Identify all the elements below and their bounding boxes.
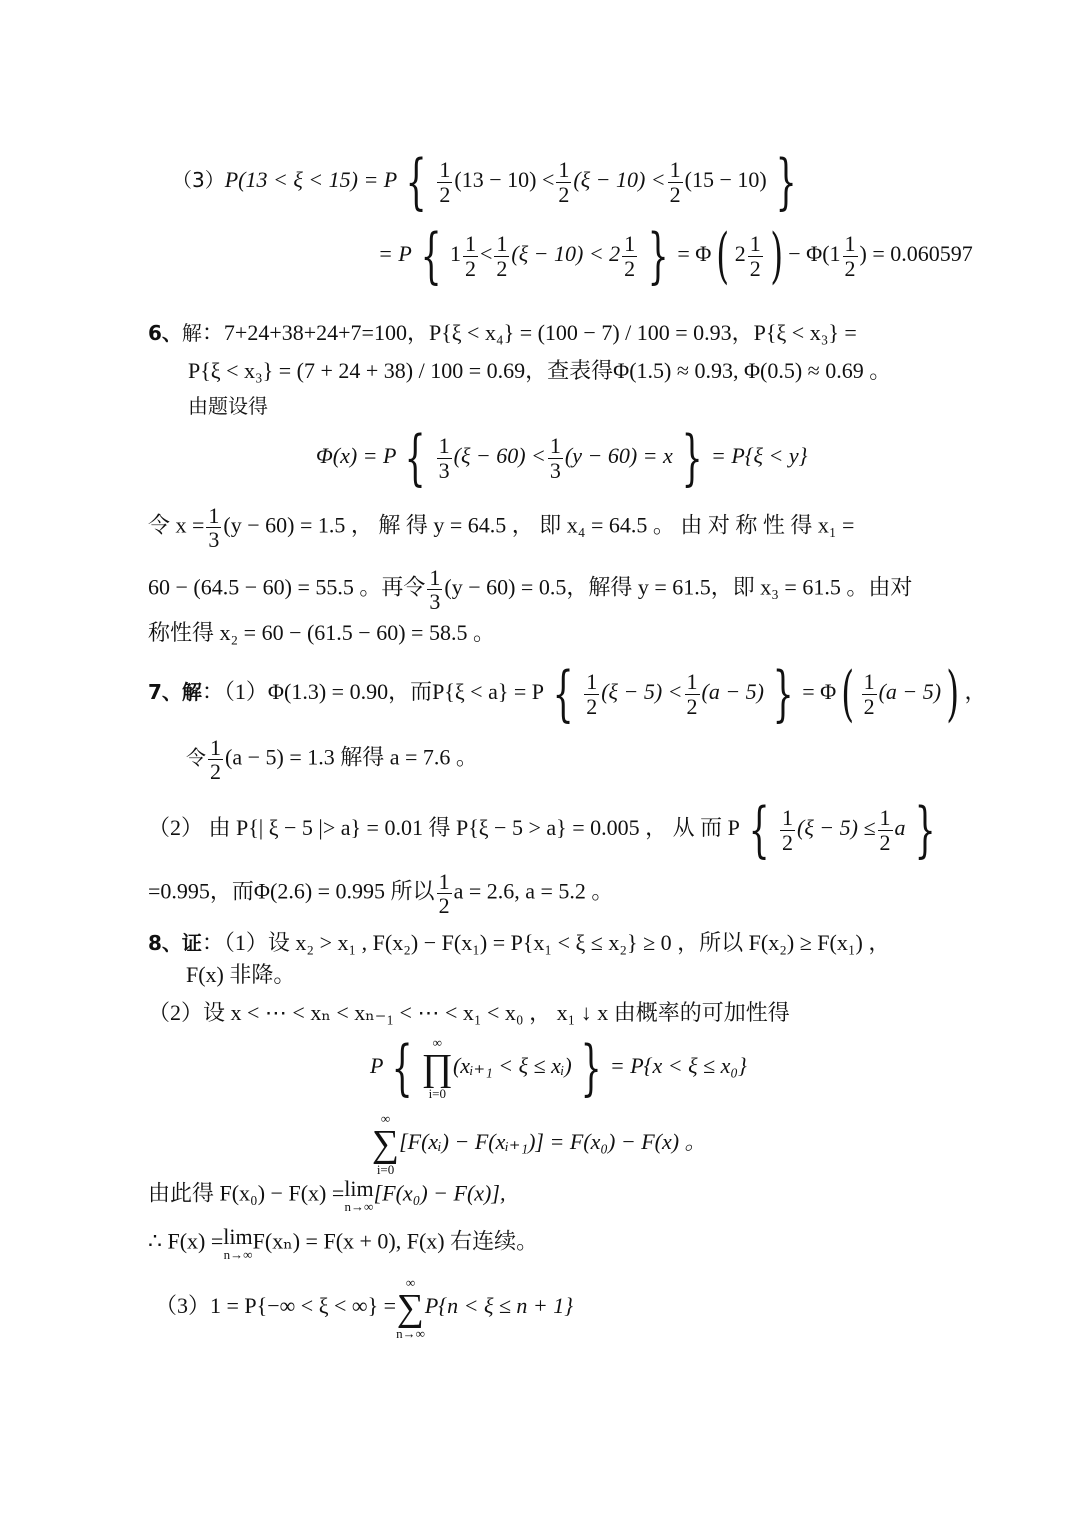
- fraction-half: $\frac{1}{2}$: [558, 157, 570, 207]
- p7-line3: [148, 795, 944, 865]
- limit-operator: lim n→∞: [223, 1224, 253, 1262]
- fraction-half: $\frac{1}{2}$: [464, 231, 476, 281]
- p7-jie: 解: [181, 680, 202, 705]
- p7-line1: [148, 659, 987, 729]
- p3-l2-t1: <: [479, 241, 493, 267]
- fraction-half: $\frac{1}{2}$: [863, 669, 875, 719]
- fraction-half: $\frac{1}{2}$: [624, 231, 636, 281]
- right-brace: }: [580, 1033, 602, 1103]
- right-brace: }: [775, 147, 797, 217]
- right-brace: }: [681, 423, 703, 493]
- fraction-half: $\frac{1}{2}$: [879, 805, 891, 855]
- p6-line2: P{ξ < x₃} = (7 + 24 + 38) / 100 = 0.69，查表得Φ(1.5) ≈ 0.93, Φ(0.5) ≈ 0.69 。: [188, 358, 892, 383]
- left-brace: {: [748, 795, 770, 865]
- fraction-half: $\frac{1}{2}$: [438, 869, 450, 919]
- p3-l2-t5: ) = 0.060597: [859, 241, 973, 267]
- p8-l4b: [F(x₀) − F(x)],: [373, 1180, 506, 1206]
- p6-l5a: 60 − (64.5 − 60) = 55.5 。再令: [148, 574, 426, 600]
- p6-l4b: (y − 60) = 1.5 ， 解 得 y = 64.5 ， 即 x₄ = 64.5 。 由 对 称 性 得 x₁ =: [223, 512, 855, 538]
- p8-l5a: ∴ F(x) =: [148, 1228, 224, 1254]
- fraction-third: $\frac{1}{3}$: [549, 433, 561, 483]
- limit-operator: lim n→∞: [344, 1176, 374, 1214]
- sum-operator: ∞ ∑ i=0: [372, 1111, 400, 1177]
- p6-jie: 解: [181, 321, 202, 345]
- p8-l6a: （3）1 = P{−∞ < ξ < ∞} =: [155, 1293, 397, 1319]
- fraction-half: $\frac{1}{2}$: [669, 157, 681, 207]
- p3-line1: [172, 147, 805, 217]
- p7-l3c: a: [894, 815, 906, 841]
- fraction-third: $\frac{1}{3}$: [438, 433, 450, 483]
- fraction-half: $\frac{1}{2}$: [439, 157, 451, 207]
- p8-line2: F(x) 非降。: [186, 962, 296, 987]
- p3-label: （3）: [172, 168, 225, 193]
- p6-eq-a: Φ(x) = P: [316, 443, 397, 469]
- right-paren: ): [946, 659, 960, 729]
- fraction-half: $\frac{1}{2}$: [496, 231, 508, 281]
- p6-line6: 称性得 x₂ = 60 − (61.5 − 60) = 58.5 。: [148, 620, 495, 645]
- left-paren: (: [841, 659, 855, 729]
- p6-l5b: (y − 60) = 0.5，解得 y = 61.5，即 x₃ = 61.5 。由对: [444, 574, 913, 600]
- p8-l4a: 由此得 F(x₀) − F(x) =: [148, 1180, 345, 1206]
- p6-line5: [148, 566, 912, 613]
- p8-l5b: F(xₙ) = F(x + 0), F(x) 右连续。: [252, 1228, 539, 1254]
- p8-label: 8、: [148, 931, 182, 955]
- fraction-half: $\frac{1}{2}$: [586, 669, 598, 719]
- p7-l1e: (a − 5): [878, 679, 942, 705]
- p8-text1: ：（1）设 x₂ > x₁ , F(x₂) − F(x₁) = P{x₁ < ξ ≤ x₂} ≥ 0 ，所以 F(x₂) ≥ F(x₁) ，: [201, 930, 891, 955]
- p6-l4a: 令 x =: [148, 512, 205, 538]
- sum-operator: ∞ ∑ n→∞: [396, 1275, 425, 1341]
- p7-l2b: (a − 5) = 1.3 解得 a = 7.6 。: [225, 744, 478, 770]
- fraction-half: $\frac{1}{2}$: [782, 805, 794, 855]
- fraction-half: $\frac{1}{2}$: [749, 231, 761, 281]
- p8-line6: [155, 1276, 573, 1340]
- p7-l3b: (ξ − 5) ≤: [797, 815, 876, 841]
- p3-l2-eq: = P: [378, 241, 412, 267]
- p7-l4b: a = 2.6, a = 5.2 。: [453, 878, 614, 904]
- fraction-third: $\frac{1}{3}$: [208, 503, 220, 553]
- p7-l1d: = Φ: [802, 679, 837, 705]
- p7-l2a: 令: [186, 745, 206, 770]
- p8-eq1-c: = P{x < ξ ≤ x₀}: [609, 1053, 747, 1079]
- p8-l6b: P{n < ξ ≤ n + 1}: [424, 1293, 574, 1319]
- p3-l2-t3: = Φ: [677, 241, 712, 267]
- left-brace: {: [420, 221, 442, 291]
- p7-line4: [148, 870, 613, 917]
- p7-l1b: (ξ − 5) <: [601, 679, 683, 705]
- p6-label: 6、: [148, 321, 182, 345]
- p3-term2: (ξ − 10) <: [573, 167, 666, 193]
- left-brace: {: [552, 659, 574, 729]
- p6-line4: [148, 504, 854, 551]
- left-brace: {: [405, 423, 427, 493]
- product-operator: ∞ ∏ i=0: [421, 1035, 453, 1101]
- p7-l4a: =0.995，而Φ(2.6) = 0.995 所以: [148, 878, 435, 904]
- p6-line1: [148, 322, 857, 344]
- p6-eq-c: (y − 60) = x: [564, 443, 673, 469]
- p6-text1: ：7+24+38+24+7=100，P{ξ < x₄} = (100 − 7) / 100 = 0.93，P{ξ < x₃} =: [201, 320, 857, 345]
- p3-l2-t4: − Φ(1: [788, 241, 841, 267]
- p7-line2: [186, 736, 478, 783]
- left-paren: (: [716, 221, 730, 291]
- p8-eq1-p: P: [370, 1053, 384, 1079]
- p3-line2: [378, 221, 973, 291]
- p6-line3: 由题设得: [188, 394, 268, 418]
- p8-zheng: 证: [181, 931, 202, 955]
- p8-line1: [148, 932, 890, 954]
- p3-whole1: 1: [449, 241, 461, 267]
- right-brace: }: [914, 795, 936, 865]
- p7-l1f: ，: [964, 679, 987, 705]
- p3-term3: (15 − 10): [684, 167, 767, 193]
- p8-eq2: [372, 1112, 707, 1176]
- right-brace: }: [772, 659, 794, 729]
- p7-label: 7、: [148, 680, 182, 705]
- p8-line4: [148, 1178, 505, 1213]
- fraction-half: $\frac{1}{2}$: [210, 735, 221, 785]
- p8-eq1: [370, 1033, 747, 1103]
- p8-line5: [148, 1226, 538, 1261]
- p7-l3a: （2） 由 P{| ξ − 5 |> a} = 0.01 得 P{ξ − 5 > a} = 0.005 ， 从 而 P: [148, 815, 740, 841]
- fraction-third: $\frac{1}{3}$: [429, 565, 441, 615]
- left-brace: {: [392, 1033, 414, 1103]
- p3-lhs: P(13 < ξ < 15) = P: [224, 167, 398, 193]
- fraction-half: $\frac{1}{2}$: [844, 231, 856, 281]
- p3-term1: (13 − 10) <: [454, 167, 555, 193]
- p3-l2-t2: (ξ − 10) < 2: [511, 241, 621, 267]
- p6-equation: [316, 423, 808, 493]
- p8-eq1-b: (xᵢ₊₁ < ξ ≤ xᵢ): [452, 1053, 572, 1079]
- p3-whole2: 2: [734, 241, 746, 267]
- left-brace: {: [405, 147, 427, 217]
- fraction-half: $\frac{1}{2}$: [686, 669, 698, 719]
- right-paren: ): [770, 221, 783, 291]
- p7-l1c: (a − 5): [701, 679, 764, 705]
- p8-line3: （2）设 x < ⋯ < xₙ < xₙ₋₁ < ⋯ < x₁ < x₀ ， x₁ ↓ x 由概率的可加性得: [148, 1000, 790, 1025]
- p8-eq2-b: [F(xᵢ) − F(xᵢ₊₁)] = F(x₀) − F(x) 。: [399, 1129, 707, 1155]
- right-brace: }: [647, 221, 669, 291]
- p7-l1a: ：（1）Φ(1.3) = 0.90，而P{ξ < a} = P: [201, 679, 545, 705]
- p6-eq-d: = P{ξ < y}: [710, 443, 808, 469]
- p6-eq-b: (ξ − 60) <: [453, 443, 546, 469]
